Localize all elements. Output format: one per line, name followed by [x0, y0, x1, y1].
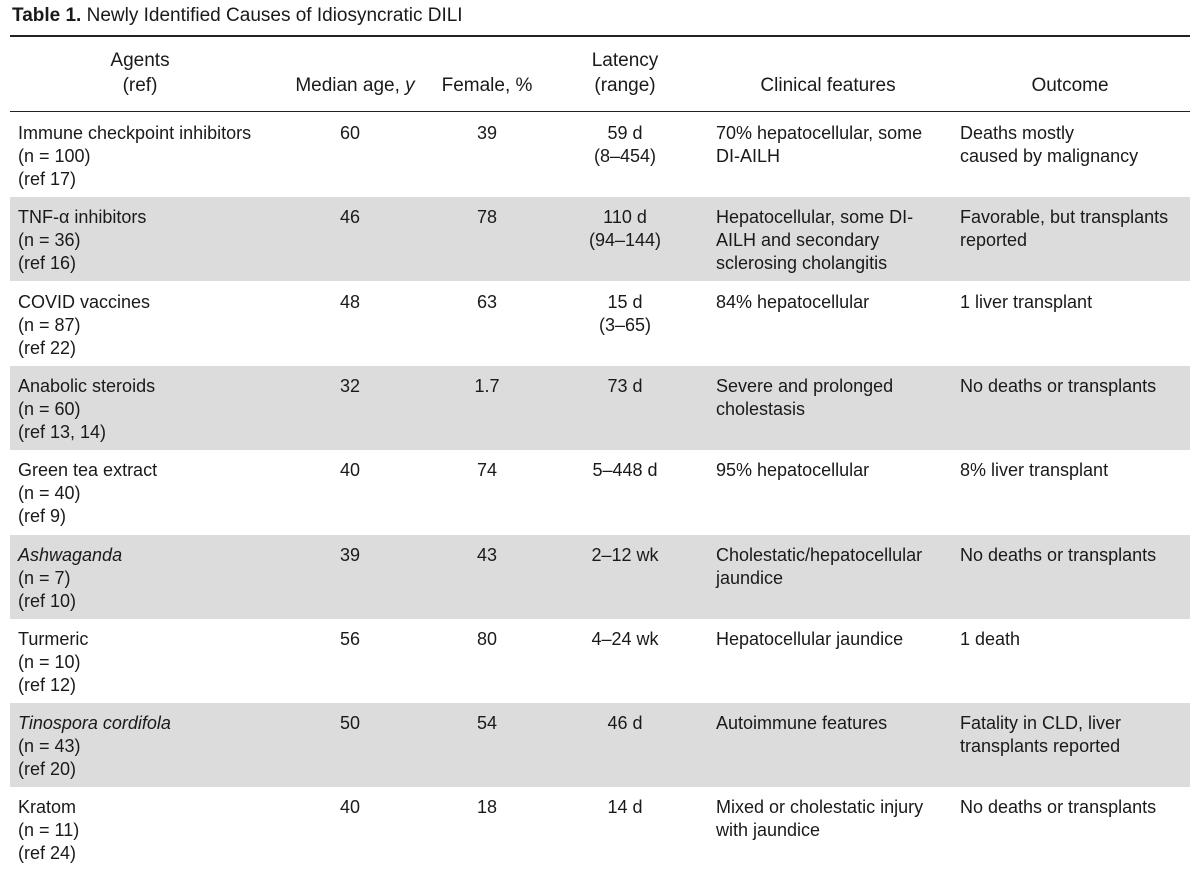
female-cell: 18: [476, 797, 498, 817]
female-cell: 39: [476, 123, 498, 143]
table-label: Table 1.: [12, 5, 82, 26]
header-agents: Agents (ref): [110, 50, 170, 96]
agent-ref: (ref 12): [18, 675, 77, 695]
latency-cell: 46 d: [607, 713, 643, 733]
table-title: Newly Identified Causes of Idiosyncratic DILI: [86, 5, 463, 26]
table-top-rule: [10, 35, 1190, 37]
header-median-age: [280, 73, 430, 98]
latency-cell: 5–448 d: [592, 460, 658, 480]
agent-n: (n = 40): [18, 483, 81, 503]
median-age-cell: 50: [339, 713, 361, 733]
agent-ref: (ref 22): [18, 338, 77, 358]
header-median-age-label: Median age,: [295, 75, 406, 96]
outcome-cell: Favorable, but transplants reported: [960, 207, 1169, 250]
agent-n: (n = 87): [18, 315, 81, 335]
median-age-cell: 46: [339, 207, 361, 227]
agent-ref: (ref 10): [18, 591, 77, 611]
outcome-cell: No deaths or transplants: [960, 376, 1157, 396]
median-age-cell: 60: [339, 123, 361, 143]
agent-ref: (ref 20): [18, 759, 77, 779]
median-age-cell: 48: [339, 292, 361, 312]
agent-cell: [18, 712, 278, 781]
agent-n: (n = 60): [18, 399, 81, 419]
outcome-cell: 1 death: [960, 629, 1021, 649]
header-latency: Latency (range): [591, 50, 659, 96]
header-outcome: Outcome: [1031, 75, 1109, 96]
median-age-cell: 56: [339, 629, 361, 649]
median-age-cell: 32: [339, 376, 361, 396]
header-clinical-features: Clinical features: [760, 75, 896, 96]
female-cell: 74: [476, 460, 498, 480]
outcome-cell: Fatality in CLD, liver transplants reported: [960, 713, 1122, 756]
latency-cell: 15 d (3–65): [598, 292, 652, 335]
latency-cell: 73 d: [607, 376, 643, 396]
agent-name: Immune checkpoint inhibitors: [18, 123, 252, 143]
agent-cell: [18, 206, 278, 275]
table-caption: [12, 4, 463, 28]
agent-n: (n = 7): [18, 568, 71, 588]
latency-cell: 110 d (94–144): [588, 207, 662, 250]
agent-name: Turmeric: [18, 629, 89, 649]
agent-cell: [18, 628, 278, 697]
clinical-features-cell: Cholestatic/hepatocellular jaundice: [716, 545, 923, 588]
agent-ref: (ref 24): [18, 843, 77, 863]
clinical-features-cell: Hepatocellular jaundice: [716, 629, 904, 649]
female-cell: 54: [476, 713, 498, 733]
agent-n: (n = 43): [18, 736, 81, 756]
agent-name: Green tea extract: [18, 460, 158, 480]
female-cell: 80: [476, 629, 498, 649]
agent-cell: [18, 796, 278, 865]
female-cell: 43: [476, 545, 498, 565]
agent-name: Kratom: [18, 797, 77, 817]
agent-n: (n = 100): [18, 146, 91, 166]
agent-cell: [18, 122, 278, 191]
agent-cell: [18, 375, 278, 444]
outcome-cell: No deaths or transplants: [960, 545, 1157, 565]
agent-name: Ashwaganda: [18, 545, 123, 565]
agent-name: Anabolic steroids: [18, 376, 156, 396]
latency-cell: 4–24 wk: [591, 629, 659, 649]
header-female: Female, %: [441, 75, 533, 96]
outcome-cell: No deaths or transplants: [960, 797, 1157, 817]
female-cell: 78: [476, 207, 498, 227]
table-header-rule: [10, 111, 1190, 112]
agent-ref: (ref 9): [18, 506, 67, 526]
clinical-features-cell: 84% hepatocellular: [716, 292, 870, 312]
latency-cell: 59 d (8–454): [593, 123, 657, 166]
female-cell: 63: [476, 292, 498, 312]
agent-name: COVID vaccines: [18, 292, 151, 312]
clinical-features-cell: Severe and prolonged cholestasis: [716, 376, 894, 419]
outcome-cell: 8% liver transplant: [960, 460, 1109, 480]
median-age-cell: 39: [339, 545, 361, 565]
agent-n: (n = 36): [18, 230, 81, 250]
agent-ref: (ref 13, 14): [18, 422, 107, 442]
female-cell: 1.7: [474, 376, 500, 396]
agent-cell: [18, 544, 278, 613]
agent-n: (n = 10): [18, 652, 81, 672]
median-age-cell: 40: [339, 797, 361, 817]
clinical-features-cell: Mixed or cholestatic injury with jaundice: [716, 797, 924, 840]
agent-name: Tinospora cordifola: [18, 713, 171, 733]
latency-cell: 2–12 wk: [591, 545, 659, 565]
agent-name: TNF-α inhibitors: [18, 207, 147, 227]
header-median-age-unit: y: [405, 75, 415, 96]
agent-n: (n = 11): [18, 820, 80, 840]
agent-cell: [18, 459, 278, 528]
clinical-features-cell: Autoimmune features: [716, 713, 888, 733]
outcome-cell: 1 liver transplant: [960, 292, 1093, 312]
agent-ref: (ref 17): [18, 169, 77, 189]
clinical-features-cell: Hepatocellular, some DI- AILH and secondary sclerosing cholangitis: [716, 207, 914, 273]
clinical-features-cell: 70% hepatocellular, some DI-AILH: [716, 123, 923, 166]
clinical-features-cell: 95% hepatocellular: [716, 460, 870, 480]
agent-ref: (ref 16): [18, 253, 77, 273]
latency-cell: 14 d: [607, 797, 643, 817]
median-age-cell: 40: [339, 460, 361, 480]
outcome-cell: Deaths mostly caused by malignancy: [960, 123, 1139, 166]
agent-cell: [18, 291, 278, 360]
